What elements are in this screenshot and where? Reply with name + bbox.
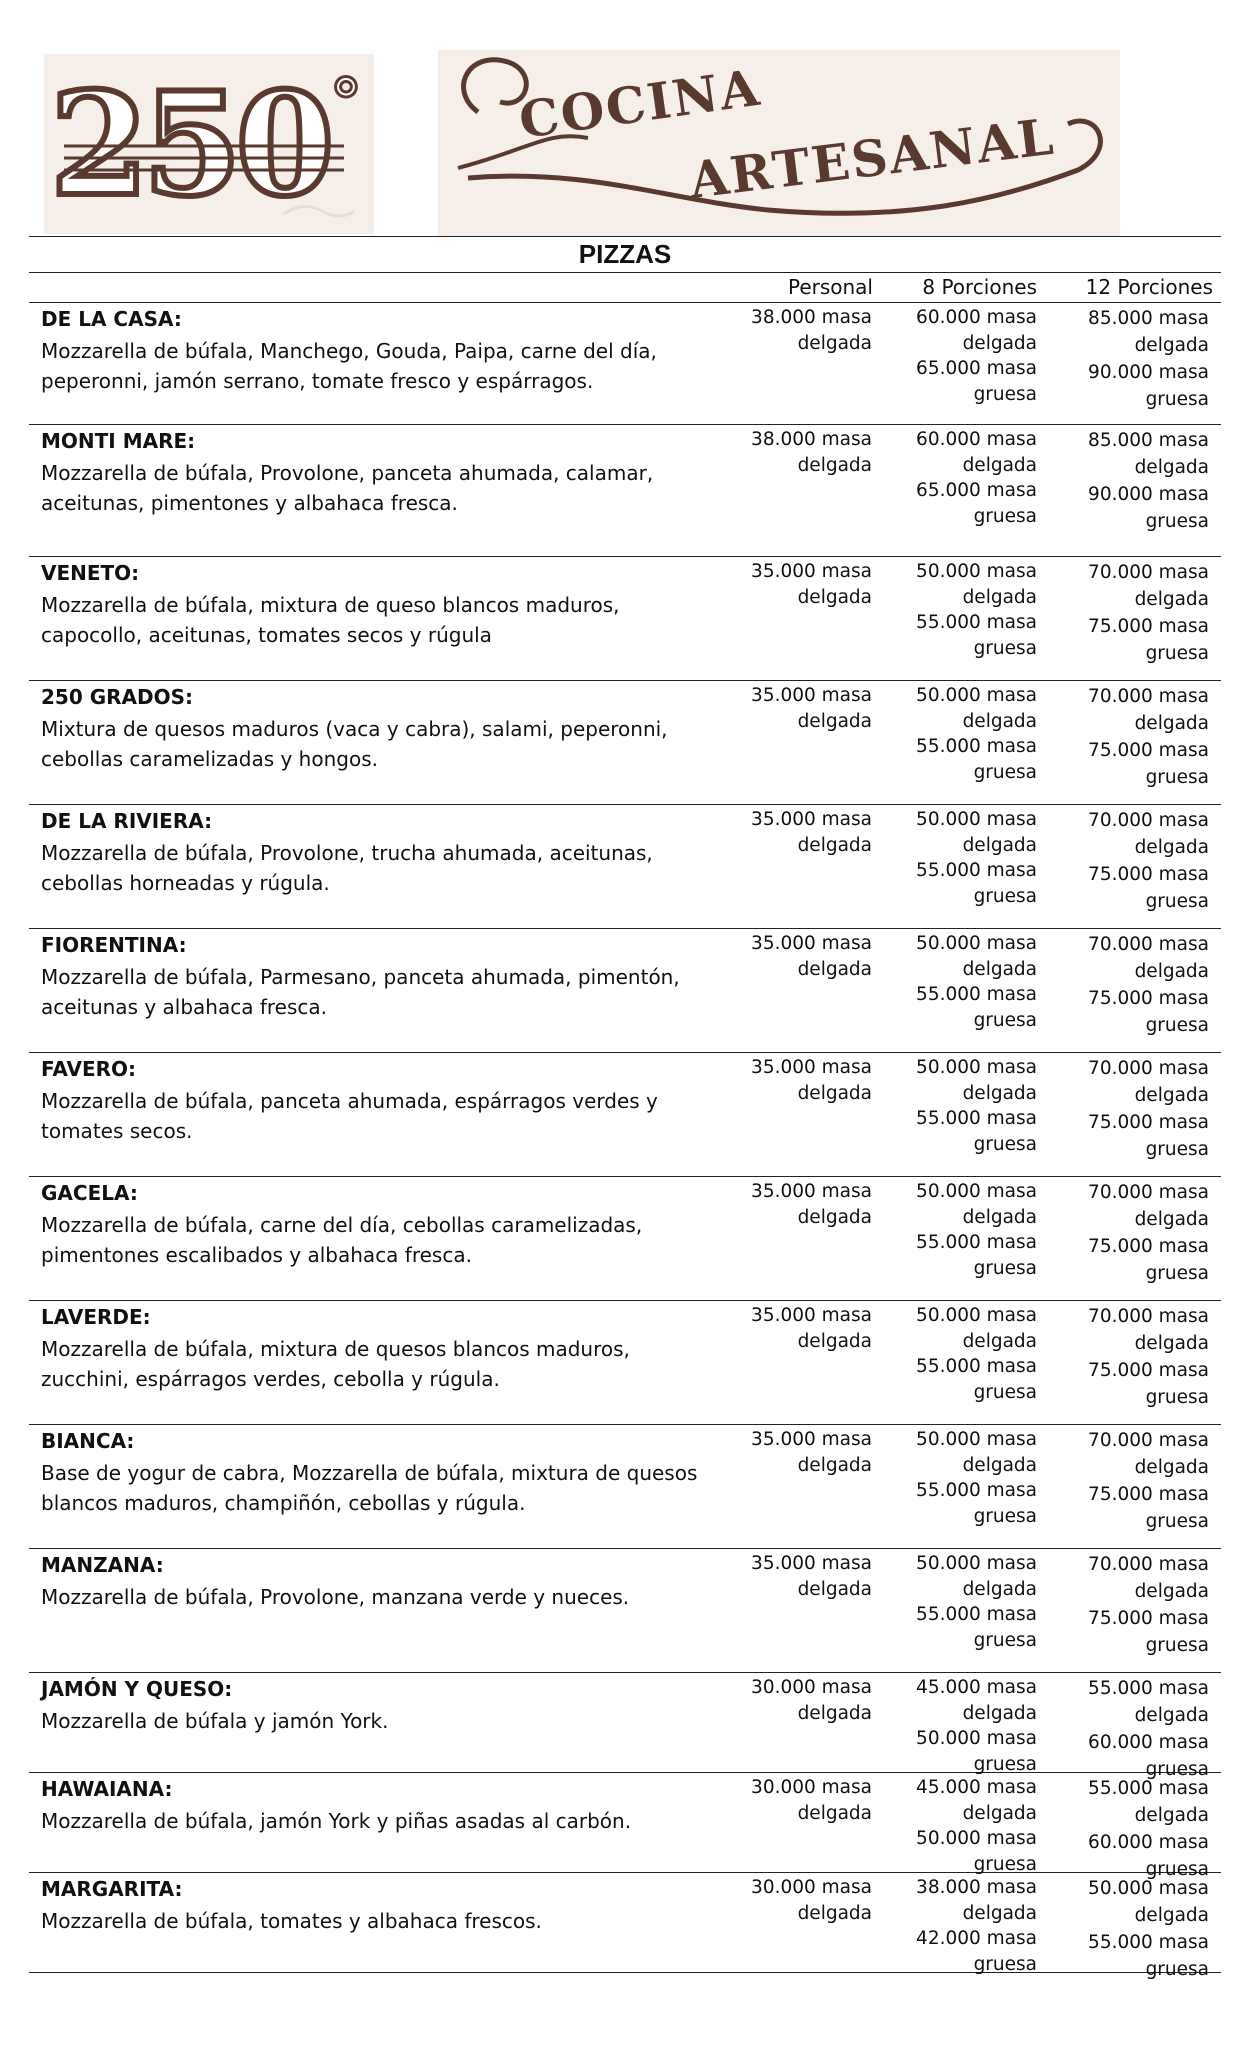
price-8-porciones [857, 559, 1037, 661]
price-line: 50.000 masa [916, 685, 1037, 706]
item-description: Mozzarella de búfala, mixtura de queso blancos maduros, capocollo, aceitunas, tomates secos y rúgula [41, 593, 620, 647]
price-line: 35.000 masa [751, 561, 872, 582]
price-line: delgada [962, 1454, 1037, 1476]
price-12-porciones [1029, 807, 1209, 915]
price-8-porciones [857, 1179, 1037, 1281]
price-line: gruesa [1145, 1387, 1209, 1408]
price-line: 55.000 masa [916, 984, 1037, 1005]
item-name: FIORENTINA: [41, 933, 187, 957]
price-line: 85.000 masa [1088, 430, 1209, 451]
price-8-porciones [857, 683, 1037, 785]
price-12-porciones [1029, 1775, 1209, 1883]
price-line: delgada [797, 710, 872, 732]
price-line: delgada [962, 958, 1037, 980]
price-personal [692, 683, 872, 734]
price-line: delgada [962, 586, 1037, 608]
price-line: delgada [1134, 589, 1209, 610]
price-line: 55.000 masa [1088, 1778, 1209, 1799]
price-12-porciones [1029, 427, 1209, 535]
item-name: MONTI MARE: [41, 429, 196, 453]
price-line: 50.000 masa [916, 1429, 1037, 1450]
price-line: 75.000 masa [1088, 1112, 1209, 1133]
price-line: 50.000 masa [916, 561, 1037, 582]
section-title: PIZZAS [578, 239, 672, 269]
price-line: 55.000 masa [916, 736, 1037, 757]
price-line: gruesa [973, 1257, 1037, 1279]
price-line: 85.000 masa [1088, 308, 1209, 329]
price-personal [692, 807, 872, 858]
price-line: gruesa [973, 1505, 1037, 1527]
price-line: 55.000 masa [916, 1604, 1037, 1625]
price-line: gruesa [1145, 1139, 1209, 1160]
price-line: 50.000 masa [1088, 1878, 1209, 1899]
price-personal [692, 1775, 872, 1826]
menu-item [29, 1673, 1221, 1780]
item-description: Mozzarella de búfala, Parmesano, panceta ahumada, pimentón, aceitunas y albahaca fresca. [41, 965, 680, 1019]
price-line: delgada [962, 1802, 1037, 1824]
price-line: delgada [962, 332, 1037, 354]
item-description: Mozzarella de búfala, Provolone, manzana verde y nueces. [41, 1585, 630, 1609]
price-line: delgada [1134, 1457, 1209, 1478]
price-line: delgada [962, 1082, 1037, 1104]
price-line: delgada [797, 1206, 872, 1228]
price-line: delgada [797, 454, 872, 476]
item-name: HAWAIANA: [41, 1777, 173, 1801]
price-line: delgada [962, 1330, 1037, 1352]
price-line: gruesa [973, 1009, 1037, 1031]
price-line: 30.000 masa [751, 1677, 872, 1698]
price-line: gruesa [973, 761, 1037, 783]
item-description: Mozzarella de búfala, tomates y albahaca frescos. [41, 1909, 542, 1933]
item-description: Mozzarella de búfala, Manchego, Gouda, Paipa, carne del día, peperonni, jamón serrano, tomate fresco y espárragos. [41, 339, 657, 393]
price-line: 70.000 masa [1088, 1430, 1209, 1451]
price-8-porciones [857, 1675, 1037, 1777]
price-line: 30.000 masa [751, 1877, 872, 1898]
menu-item [29, 1053, 1221, 1177]
price-line: 70.000 masa [1088, 1554, 1209, 1575]
price-8-porciones [857, 1303, 1037, 1405]
price-line: 50.000 masa [916, 1181, 1037, 1202]
price-line: 75.000 masa [1088, 864, 1209, 885]
price-line: delgada [797, 1082, 872, 1104]
item-name: FAVERO: [41, 1057, 137, 1081]
item-name: MARGARITA: [41, 1877, 183, 1901]
price-line: delgada [1134, 1581, 1209, 1602]
item-description: Mozzarella de búfala, jamón York y piñas asadas al carbón. [41, 1809, 632, 1833]
price-personal [692, 427, 872, 478]
price-line: 60.000 masa [1088, 1732, 1209, 1753]
price-personal [692, 931, 872, 982]
price-line: 70.000 masa [1088, 1058, 1209, 1079]
price-line: delgada [797, 1902, 872, 1924]
price-8-porciones [857, 1055, 1037, 1157]
price-line: 42.000 masa [916, 1928, 1037, 1949]
price-line: gruesa [1145, 1263, 1209, 1284]
price-line: delgada [962, 710, 1037, 732]
price-line: delgada [797, 586, 872, 608]
price-line: 75.000 masa [1088, 988, 1209, 1009]
item-description: Mozzarella de búfala, panceta ahumada, espárragos verdes y tomates secos. [41, 1089, 658, 1143]
price-8-porciones [857, 1875, 1037, 1977]
price-personal [692, 1551, 872, 1602]
price-line: 55.000 masa [916, 1480, 1037, 1501]
price-line: 35.000 masa [751, 1057, 872, 1078]
price-line: 35.000 masa [751, 1305, 872, 1326]
price-personal [692, 1675, 872, 1726]
price-line: delgada [962, 834, 1037, 856]
price-line: 55.000 masa [916, 1108, 1037, 1129]
menu-item [29, 1773, 1221, 1880]
price-line: 50.000 masa [916, 1057, 1037, 1078]
price-line: 35.000 masa [751, 809, 872, 830]
price-12-porciones [1029, 683, 1209, 791]
price-line: gruesa [1145, 1759, 1209, 1780]
price-line: gruesa [973, 383, 1037, 405]
price-line: gruesa [1145, 1511, 1209, 1532]
price-12-porciones [1029, 559, 1209, 667]
price-line: gruesa [1145, 767, 1209, 788]
price-line: 50.000 masa [916, 1828, 1037, 1849]
price-line: delgada [797, 1454, 872, 1476]
price-line: delgada [962, 454, 1037, 476]
price-line: 38.000 masa [916, 1877, 1037, 1898]
price-line: delgada [797, 1802, 872, 1824]
price-line: gruesa [973, 1953, 1037, 1975]
price-line: delgada [1134, 1209, 1209, 1230]
price-line: 50.000 masa [916, 1305, 1037, 1326]
price-line: 55.000 masa [916, 1356, 1037, 1377]
item-description: Mixtura de quesos maduros (vaca y cabra), salami, peperonni, cebollas caramelizadas y hongos. [41, 717, 668, 771]
price-line: gruesa [973, 505, 1037, 527]
price-line: 70.000 masa [1088, 934, 1209, 955]
price-line: 50.000 masa [916, 1553, 1037, 1574]
price-line: delgada [1134, 713, 1209, 734]
price-line: delgada [1134, 335, 1209, 356]
price-line: delgada [1134, 1905, 1209, 1926]
menu-item [29, 929, 1221, 1053]
price-12-porciones [1029, 1055, 1209, 1163]
price-line: 55.000 masa [916, 612, 1037, 633]
logo-cocina-artesanal [438, 50, 1120, 236]
price-line: 55.000 masa [1088, 1678, 1209, 1699]
item-name: LAVERDE: [41, 1305, 151, 1329]
price-line: gruesa [1145, 891, 1209, 912]
menu-item [29, 1549, 1221, 1673]
price-line: gruesa [973, 1133, 1037, 1155]
price-line: delgada [797, 834, 872, 856]
price-line: delgada [797, 1702, 872, 1724]
price-8-porciones [857, 1427, 1037, 1529]
menu-item [29, 681, 1221, 805]
price-personal [692, 1055, 872, 1106]
price-line: delgada [1134, 1705, 1209, 1726]
price-line: 75.000 masa [1088, 1360, 1209, 1381]
price-8-porciones [857, 931, 1037, 1033]
price-line: gruesa [973, 1753, 1037, 1775]
price-personal [692, 1179, 872, 1230]
price-line: 55.000 masa [1088, 1932, 1209, 1953]
price-line: delgada [1134, 1333, 1209, 1354]
price-line: gruesa [1145, 389, 1209, 410]
price-line: gruesa [973, 637, 1037, 659]
price-line: 35.000 masa [751, 1429, 872, 1450]
price-line: gruesa [1145, 1859, 1209, 1880]
item-description: Mozzarella de búfala, Provolone, trucha ahumada, aceitunas, cebollas horneadas y rúgula. [41, 841, 653, 895]
column-8-porciones: 8 Porciones [922, 275, 1037, 299]
price-line: delgada [962, 1902, 1037, 1924]
price-line: 75.000 masa [1088, 1236, 1209, 1257]
price-line: 30.000 masa [751, 1777, 872, 1798]
menu-item [29, 557, 1221, 681]
price-line: 60.000 masa [916, 307, 1037, 328]
price-8-porciones [857, 305, 1037, 407]
price-12-porciones [1029, 305, 1209, 413]
logo-degree: ° [330, 65, 362, 140]
section-title-row [29, 236, 1221, 273]
price-line: 35.000 masa [751, 1181, 872, 1202]
price-line: 35.000 masa [751, 685, 872, 706]
price-line: gruesa [973, 1629, 1037, 1651]
price-line: 45.000 masa [916, 1777, 1037, 1798]
price-line: 45.000 masa [916, 1677, 1037, 1698]
price-8-porciones [857, 427, 1037, 529]
column-personal: Personal [787, 275, 873, 299]
item-name: DE LA RIVIERA: [41, 809, 213, 833]
item-name: DE LA CASA: [41, 307, 182, 331]
menu-item [29, 1177, 1221, 1301]
item-description: Mozzarella de búfala, Provolone, panceta ahumada, calamar, aceitunas, pimentones y albahaca fresca. [41, 461, 654, 515]
logo-number: 250 [50, 62, 329, 228]
price-line: gruesa [973, 1853, 1037, 1875]
price-12-porciones [1029, 1675, 1209, 1783]
price-line: delgada [1134, 837, 1209, 858]
price-8-porciones [857, 807, 1037, 909]
price-line: gruesa [1145, 1635, 1209, 1656]
logo-250 [44, 54, 374, 234]
price-personal [692, 1303, 872, 1354]
price-line: 55.000 masa [916, 860, 1037, 881]
price-line: 90.000 masa [1088, 484, 1209, 505]
price-personal [692, 1875, 872, 1926]
price-line: delgada [962, 1206, 1037, 1228]
column-headers [29, 273, 1221, 303]
price-line: 70.000 masa [1088, 562, 1209, 583]
price-line: gruesa [973, 1381, 1037, 1403]
price-line: 35.000 masa [751, 1553, 872, 1574]
item-name: GACELA: [41, 1181, 138, 1205]
price-line: 50.000 masa [916, 809, 1037, 830]
price-line: 50.000 masa [916, 1728, 1037, 1749]
price-line: delgada [797, 1330, 872, 1352]
price-personal [692, 305, 872, 356]
item-description: Mozzarella de búfala y jamón York. [41, 1709, 389, 1733]
price-line: 38.000 masa [751, 307, 872, 328]
price-line: 75.000 masa [1088, 1608, 1209, 1629]
price-line: 70.000 masa [1088, 686, 1209, 707]
price-line: 35.000 masa [751, 933, 872, 954]
column-12-porciones: 12 Porciones [1085, 275, 1213, 299]
price-line: 75.000 masa [1088, 616, 1209, 637]
price-line: 70.000 masa [1088, 1306, 1209, 1327]
pizza-list [29, 303, 1221, 1980]
logo-line2: ARTESANAL [686, 106, 1059, 210]
price-line: delgada [797, 958, 872, 980]
price-line: 90.000 masa [1088, 362, 1209, 383]
price-line: gruesa [1145, 1015, 1209, 1036]
item-name: MANZANA: [41, 1553, 164, 1577]
price-line: 38.000 masa [751, 429, 872, 450]
price-line: delgada [1134, 457, 1209, 478]
price-line: gruesa [1145, 511, 1209, 532]
item-description: Mozzarella de búfala, mixtura de quesos blancos maduros, zucchini, espárragos verdes, cebolla y rúgula. [41, 1337, 630, 1391]
price-line: gruesa [1145, 643, 1209, 664]
price-line: 60.000 masa [916, 429, 1037, 450]
price-line: gruesa [973, 885, 1037, 907]
item-name: VENETO: [41, 561, 140, 585]
item-name: 250 GRADOS: [41, 685, 194, 709]
price-12-porciones [1029, 931, 1209, 1039]
price-line: 65.000 masa [916, 480, 1037, 501]
price-line: delgada [797, 1578, 872, 1600]
menu-item [29, 1301, 1221, 1425]
item-name: JAMÓN Y QUESO: [41, 1677, 233, 1701]
logo-line1: COCINA [515, 57, 765, 150]
price-12-porciones [1029, 1875, 1209, 1983]
price-personal [692, 559, 872, 610]
menu-item [29, 805, 1221, 929]
price-line: delgada [962, 1578, 1037, 1600]
price-12-porciones [1029, 1303, 1209, 1411]
price-line: 50.000 masa [916, 933, 1037, 954]
price-line: 70.000 masa [1088, 810, 1209, 831]
price-line: delgada [1134, 1085, 1209, 1106]
price-line: delgada [797, 332, 872, 354]
menu-item [29, 1873, 1221, 1980]
price-line: delgada [1134, 1805, 1209, 1826]
price-line: 60.000 masa [1088, 1832, 1209, 1853]
pizza-menu [29, 236, 1221, 1980]
price-12-porciones [1029, 1427, 1209, 1535]
price-line: 75.000 masa [1088, 1484, 1209, 1505]
price-8-porciones [857, 1775, 1037, 1877]
price-12-porciones [1029, 1179, 1209, 1287]
price-line: delgada [1134, 961, 1209, 982]
price-line: 75.000 masa [1088, 740, 1209, 761]
menu-item [29, 303, 1221, 425]
item-name: BIANCA: [41, 1429, 135, 1453]
item-description: Base de yogur de cabra, Mozzarella de búfala, mixtura de quesos blancos maduros, champiñón, cebollas y rúgula. [41, 1461, 698, 1515]
price-12-porciones [1029, 1551, 1209, 1659]
price-line: 65.000 masa [916, 358, 1037, 379]
price-line: gruesa [1145, 1959, 1209, 1980]
price-line: 70.000 masa [1088, 1182, 1209, 1203]
menu-item [29, 1425, 1221, 1549]
price-line: delgada [962, 1702, 1037, 1724]
price-line: 55.000 masa [916, 1232, 1037, 1253]
price-personal [692, 1427, 872, 1478]
menu-item [29, 425, 1221, 557]
price-8-porciones [857, 1551, 1037, 1653]
item-description: Mozzarella de búfala, carne del día, cebollas caramelizadas, pimentones escalibados y albahaca fresca. [41, 1213, 643, 1267]
